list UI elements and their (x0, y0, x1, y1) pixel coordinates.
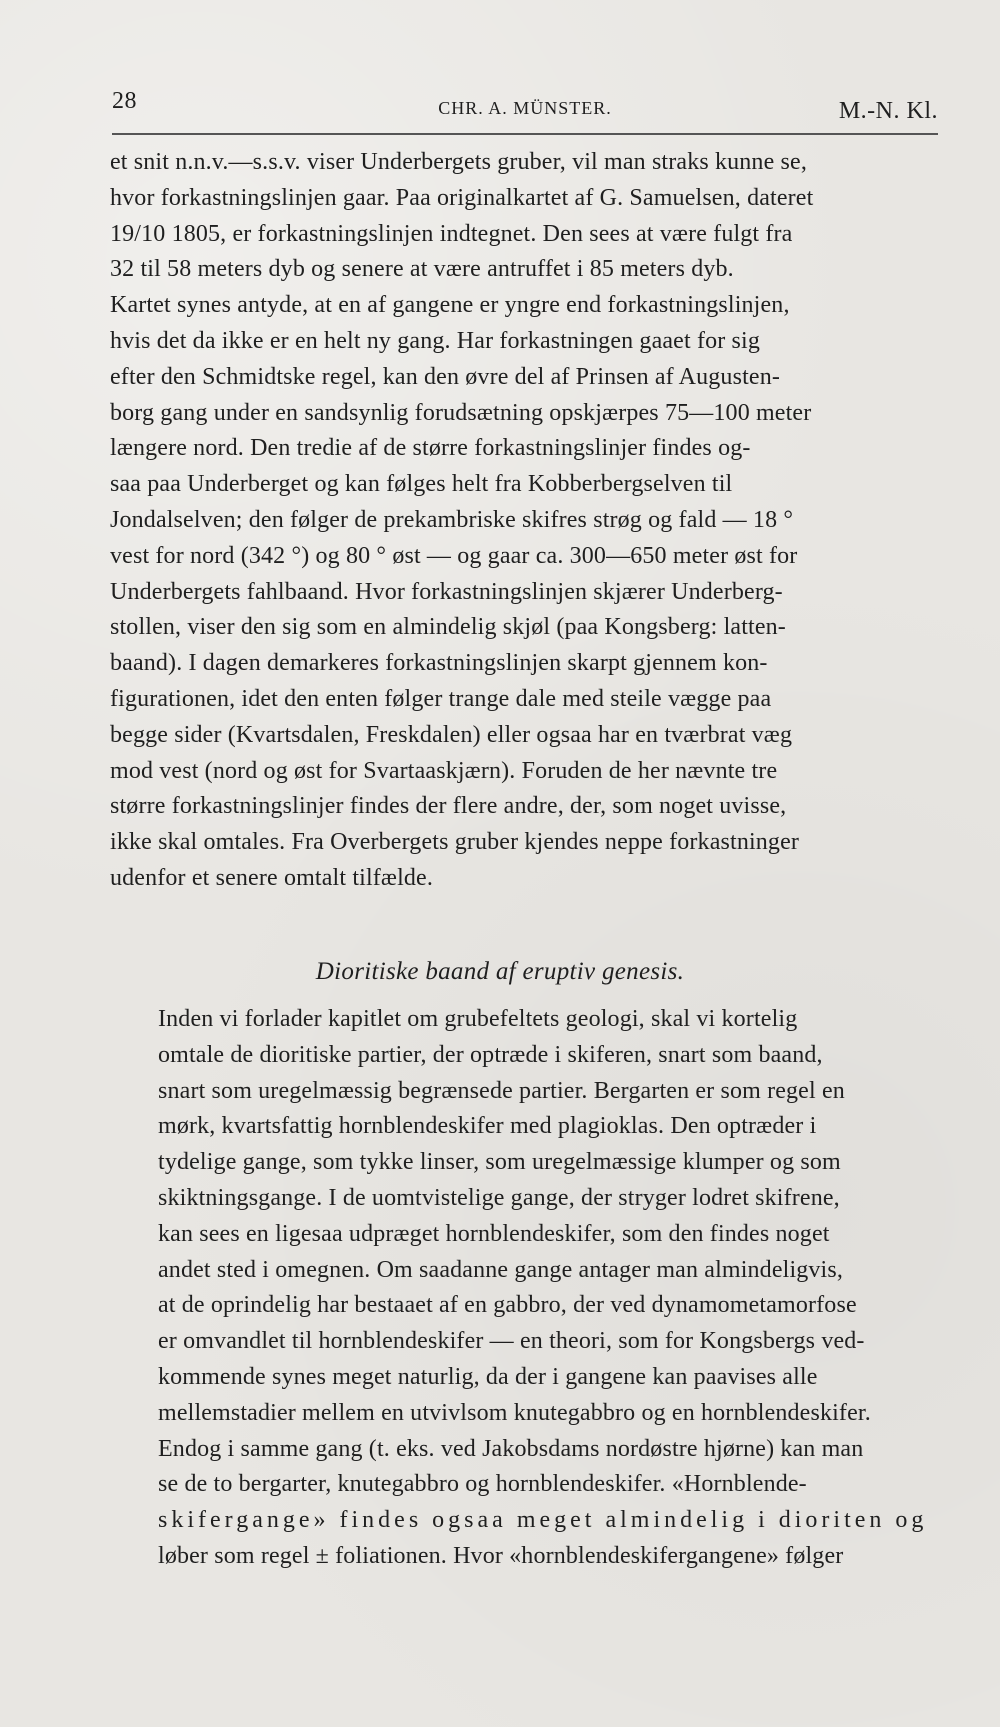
text-line: hvis det da ikke er en helt ny gang. Har forkastningen gaaet for sig (110, 327, 760, 354)
paragraph-dioritic-bands (110, 1002, 940, 1575)
section-subheading: Dioritiske baand af eruptiv genesis. (315, 958, 685, 985)
text-line: snart som uregelmæssig begrænsede partier. Bergarten er som regel en (158, 1077, 845, 1104)
text-line: mellemstadier mellem en utvivlsom knutegabbro og en hornblendeskifer. (158, 1399, 871, 1426)
text-line: tydelige gange, som tykke linser, som uregelmæssige klumper og som (158, 1149, 841, 1176)
text-line: mørk, kvartsfattig hornblendeskifer med plagioklas. Den optræder i (158, 1113, 817, 1140)
text-line: Jondalselven; den følger de prekambriske skifres strøg og fald — 18 ° (110, 506, 794, 533)
text-line: omtale de dioritiske partier, der optræde i skiferen, snart som baand, (158, 1041, 823, 1068)
text-line: et snit n.n.v.—s.s.v. viser Underbergets gruber, vil man straks kunne se, (110, 149, 807, 175)
text-line: kommende synes meget naturlig, da der i gangene kan paavises alle (158, 1363, 818, 1390)
text-line: udenfor et senere omtalt tilfælde. (110, 864, 433, 891)
text-line: længere nord. Den tredie af de større forkastningslinjer findes og- (110, 435, 751, 462)
text-line: Kartet synes antyde, at en af gangene er yngre end forkastningslinjen, (110, 292, 790, 319)
paragraph-faults (110, 145, 940, 897)
text-line: saa paa Underberget og kan følges helt fra Kobberbergselven til (110, 471, 733, 498)
page-number: 28 (112, 88, 137, 114)
text-line: efter den Schmidtske regel, kan den øvre del af Prinsen af Augusten- (110, 363, 780, 390)
text-line: skiktningsgange. I de uomtvistelige gange, der stryger lodret skifrene, (158, 1184, 840, 1211)
text-line: større forkastningslinjer findes der flere andre, der, som noget uvisse, (110, 793, 787, 820)
text-line: hvor forkastningslinjen gaar. Paa originalkartet af G. Samuelsen, dateret (110, 184, 814, 211)
text-line: Underbergets fahlbaand. Hvor forkastningslinjen skjærer Underberg- (110, 578, 783, 605)
text-line: baand). I dagen demarkeres forkastningslinjen skarpt gjennem kon- (110, 650, 768, 677)
text-line: skifergange» findes ogsaa meget almindelig i dioriten og (158, 1507, 928, 1534)
text-line: er omvandlet til hornblendeskifer — en theori, som for Kongsbergs ved- (158, 1328, 865, 1355)
text-line: Inden vi forlader kapitlet om grubefeltets geologi, skal vi kortelig (158, 1006, 798, 1032)
text-line: begge sider (Kvartsdalen, Freskdalen) eller ogsaa har en tværbrat væg (110, 721, 793, 748)
text-line: figurationen, idet den enten følger trange dale med steile vægge paa (110, 685, 772, 712)
text-line: borg gang under en sandsynlig forudsætning opskjærpes 75—100 meter (110, 399, 812, 426)
text-line: se de to bergarter, knutegabbro og hornblendeskifer. «Hornblende- (158, 1471, 807, 1498)
header-rule (112, 133, 938, 135)
text-line: 19/10 1805, er forkastningslinjen indtegnet. Den sees at være fulgt fra (110, 220, 793, 247)
text-line: mod vest (nord og øst for Svartaaskjærn). Foruden de her nævnte tre (110, 757, 778, 784)
text-line: vest for nord (342 °) og 80 ° øst — og gaar ca. 300—650 meter øst for (110, 542, 798, 569)
text-line: andet sted i omegnen. Om saadanne gange antager man almindeligvis, (158, 1256, 844, 1283)
text-line: ikke skal omtales. Fra Overbergets gruber kjendes neppe forkastninger (110, 829, 800, 856)
text-line: Endog i samme gang (t. eks. ved Jakobsdams nordøstre hjørne) kan man (158, 1435, 864, 1462)
text-line: kan sees en ligesaa udpræget hornblendeskifer, som den findes noget (158, 1220, 830, 1247)
page-header (112, 88, 938, 128)
text-line: stollen, viser den sig som en almindelig skjøl (paa Kongsberg: latten- (110, 614, 786, 641)
text-line: at de oprindelig har bestaaet af en gabbro, der ved dynamometamorfose (158, 1292, 857, 1319)
running-title: CHR. A. MÜNSTER. (438, 98, 612, 118)
text-line: 32 til 58 meters dyb og senere at være antruffet i 85 meters dyb. (110, 256, 734, 283)
text-line: løber som regel ± foliationen. Hvor «hornblendeskifergangene» følger (158, 1542, 844, 1569)
section-code: M.-N. Kl. (838, 98, 938, 124)
